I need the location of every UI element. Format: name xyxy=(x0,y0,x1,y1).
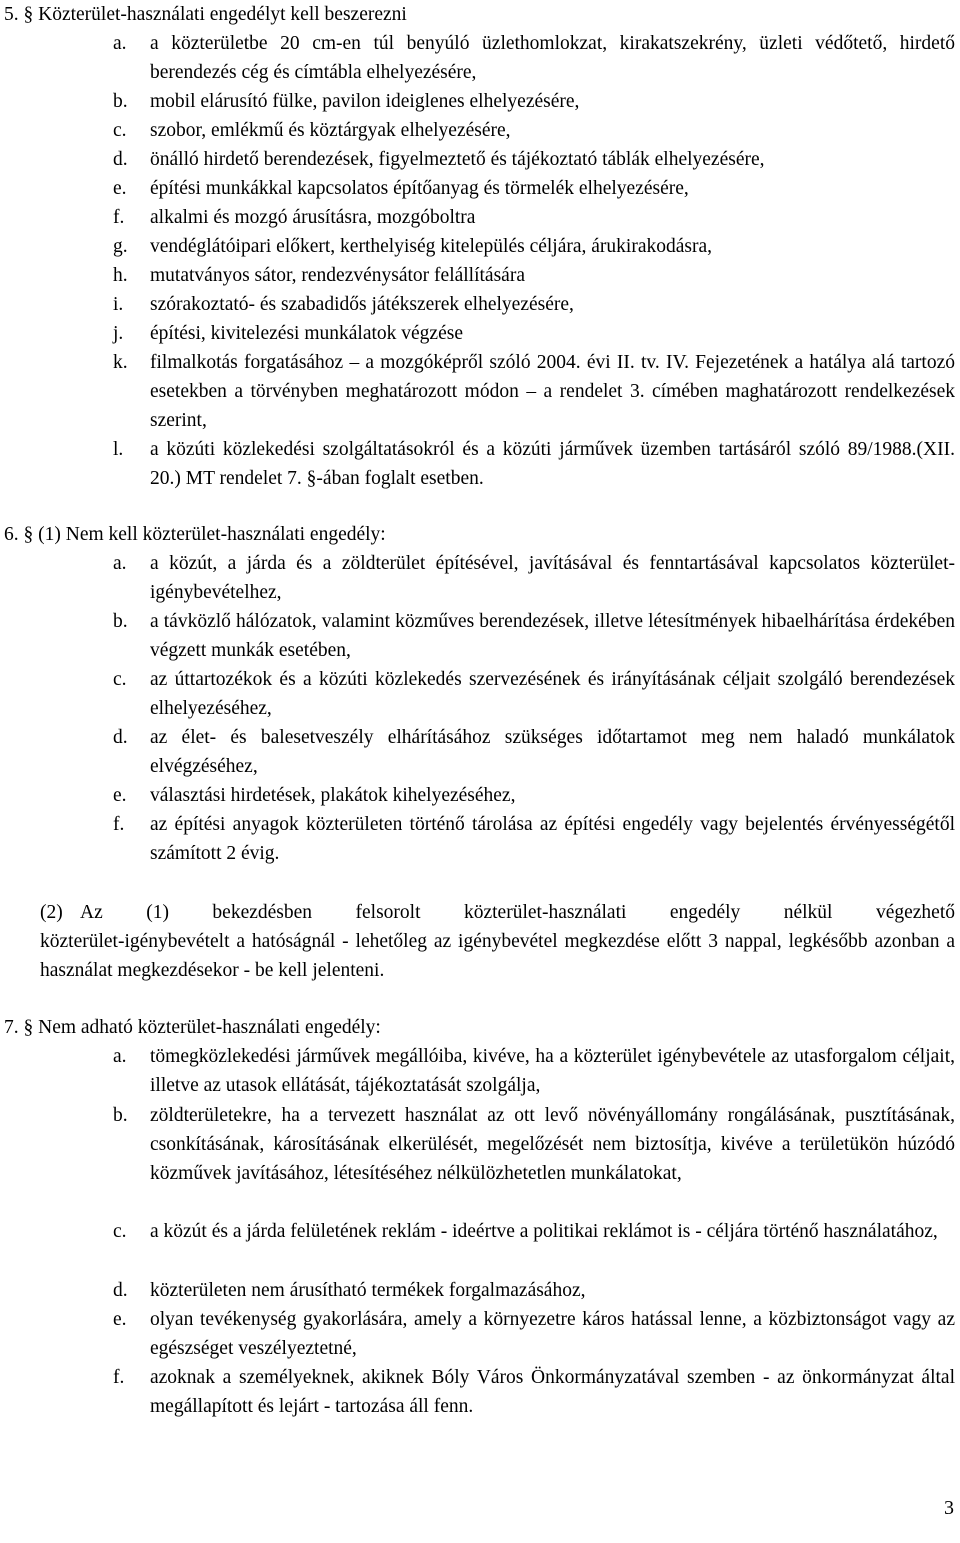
item-text: mobil elárusító fülke, pavilon ideiglenes elhelyezésére, xyxy=(150,91,580,112)
item-text: építési, kivitelezési munkálatok végzése xyxy=(150,323,463,344)
item-letter: f. xyxy=(113,1367,125,1388)
item-letter: i. xyxy=(113,294,124,315)
list-item xyxy=(113,549,955,607)
list-item xyxy=(113,145,955,174)
item-letter: l. xyxy=(113,439,124,460)
item-text: szórakoztató- és szabadidős játékszerek elhelyezésére, xyxy=(150,294,574,315)
paragraph-number: (2) xyxy=(40,902,63,923)
item-letter: c. xyxy=(113,1221,127,1242)
item-letter: g. xyxy=(113,236,128,257)
list-item xyxy=(113,781,955,810)
item-text: választási hirdetések, plakátok kihelyezéséhez, xyxy=(150,785,516,806)
list-item xyxy=(113,607,955,665)
item-letter: b. xyxy=(113,611,128,632)
page-number: 3 xyxy=(944,1497,954,1519)
item-text: alkalmi és mozgó árusításra, mozgóboltra xyxy=(150,207,476,228)
item-text: az úttartozékok és a közúti közlekedés szervezésének és irányításának céljait szolgáló berendezések elhelyezéséhez, xyxy=(150,669,955,719)
item-text: a közúti közlekedési szolgáltatásokról és a közúti járművek üzemben tartásáról szóló 89/1988.(XII. 20.) MT rendelet 7. §-ában foglalt esetben. xyxy=(150,439,955,489)
list-item xyxy=(113,290,955,319)
item-letter: c. xyxy=(113,120,127,141)
paragraph-6-2 xyxy=(40,898,955,985)
list-item xyxy=(113,1276,955,1305)
item-text: a közterületbe 20 cm-en túl benyúló üzlethomlokzat, kirakatszekrény, üzleti védőtető, hirdető berendezés cég és címtábla elhelyezésére, xyxy=(150,33,955,83)
item-text: azoknak a személyeknek, akiknek Bóly Város Önkormányzatával szemben - az önkormányzat által megállapított és lejárt - tartozása áll fenn. xyxy=(150,1367,955,1417)
item-letter: b. xyxy=(113,91,128,112)
list-item xyxy=(113,319,955,348)
item-letter: e. xyxy=(113,1309,127,1330)
item-letter: h. xyxy=(113,265,128,286)
list-item xyxy=(113,723,955,781)
item-letter: e. xyxy=(113,178,127,199)
list-item xyxy=(113,87,955,116)
item-letter: k. xyxy=(113,352,128,373)
item-letter: d. xyxy=(113,149,128,170)
item-text: vendéglátóipari előkert, kerthelyiség kitelepülés céljára, árukirakodásra, xyxy=(150,236,713,257)
item-text: olyan tevékenység gyakorlására, amely a környezetre káros hatással lenne, a közbiztonságot vagy az egészséget veszélyeztetné, xyxy=(150,1309,955,1359)
list-item xyxy=(113,232,955,261)
item-letter: f. xyxy=(113,207,125,228)
list-item xyxy=(113,665,955,723)
item-text: mutatványos sátor, rendezvénysátor felállítására xyxy=(150,265,525,286)
list-item xyxy=(113,348,955,435)
item-text: építési munkákkal kapcsolatos építőanyag és törmelék elhelyezésére, xyxy=(150,178,689,199)
section-5-heading: 5. § Közterület-használati engedélyt kell beszerezni xyxy=(4,4,407,25)
item-text: közterületen nem árusítható termékek forgalmazásához, xyxy=(150,1280,586,1301)
item-letter: a. xyxy=(113,1046,127,1067)
paragraph-first-line: Az (1) bekezdésben felsorolt közterület-használati engedély nélkül végezhető xyxy=(80,902,955,923)
item-text: filmalkotás forgatásához – a mozgóképről szóló 2004. évi II. tv. IV. Fejezetének a hatálya alá tartozó esetekben a törvényben meghatározott módon – a rendelet 3. címében maghatározott rendelkezések szerint, xyxy=(150,352,955,431)
list-item xyxy=(113,435,955,493)
item-text: szobor, emlékmű és köztárgyak elhelyezésére, xyxy=(150,120,511,141)
item-text: zöldterületekre, ha a tervezett használat az ott levő növényállomány rongálásának, pusztításának, csonkításának, károsításának elkerülését, megelőzését nem biztosítja, kivéve a területükön húzódó közművek javításához, létesítéséhez nélkülözhetetlen munkálatokat, xyxy=(150,1105,955,1184)
section-6-heading: 6. § (1) Nem kell közterület-használati engedély: xyxy=(4,524,386,545)
list-item xyxy=(113,810,955,868)
section-7-heading: 7. § Nem adható közterület-használati engedély: xyxy=(4,1017,381,1038)
list-item xyxy=(113,1217,955,1246)
item-text: a közút, a járda és a zöldterület építésével, javításával és fenntartásával kapcsolatos közterület-igénybevételhez, xyxy=(150,553,955,603)
list-item xyxy=(113,261,955,290)
item-letter: a. xyxy=(113,33,127,54)
list-item xyxy=(113,116,955,145)
list-item xyxy=(113,1042,955,1100)
item-letter: j. xyxy=(113,323,124,344)
item-letter: c. xyxy=(113,669,127,690)
list-item xyxy=(113,1305,955,1363)
item-text: tömegközlekedési járművek megállóiba, kivéve, ha a közterület igénybevétele az utasforgalom céljait, illetve az utasok ellátását, tájékoztatását szolgálja, xyxy=(150,1046,955,1096)
item-letter: f. xyxy=(113,814,125,835)
list-item xyxy=(113,203,955,232)
item-letter: d. xyxy=(113,1280,128,1301)
paragraph-text: közterület-igénybevételt a hatóságnál - lehetőleg az igénybevétel megkezdése előtt 3 nappal, legkésőbb azonban a használat megkezdésekor - be kell jelenteni. xyxy=(40,931,955,981)
item-letter: d. xyxy=(113,727,128,748)
item-letter: e. xyxy=(113,785,127,806)
list-item xyxy=(113,1101,955,1188)
list-item xyxy=(113,29,955,87)
item-text: a közút és a járda felületének reklám - ideértve a politikai reklámot is - céljára történő használatához, xyxy=(150,1221,938,1242)
item-text: az építési anyagok közterületen történő tárolása az építési engedély vagy bejelentés érvényességétől számított 2 évig. xyxy=(150,814,955,864)
item-text: a távközlő hálózatok, valamint közműves berendezések, illetve létesítmények hibaelhárítása érdekében végzett munkák esetében, xyxy=(150,611,955,661)
item-letter: b. xyxy=(113,1105,128,1126)
list-item xyxy=(113,174,955,203)
list-item xyxy=(113,1363,955,1421)
item-letter: a. xyxy=(113,553,127,574)
item-text: az élet- és balesetveszély elhárításához szükséges időtartamot meg nem haladó munkálatok elvégzéséhez, xyxy=(150,727,955,777)
item-text: önálló hirdető berendezések, figyelmeztető és tájékoztató táblák elhelyezésére, xyxy=(150,149,765,170)
